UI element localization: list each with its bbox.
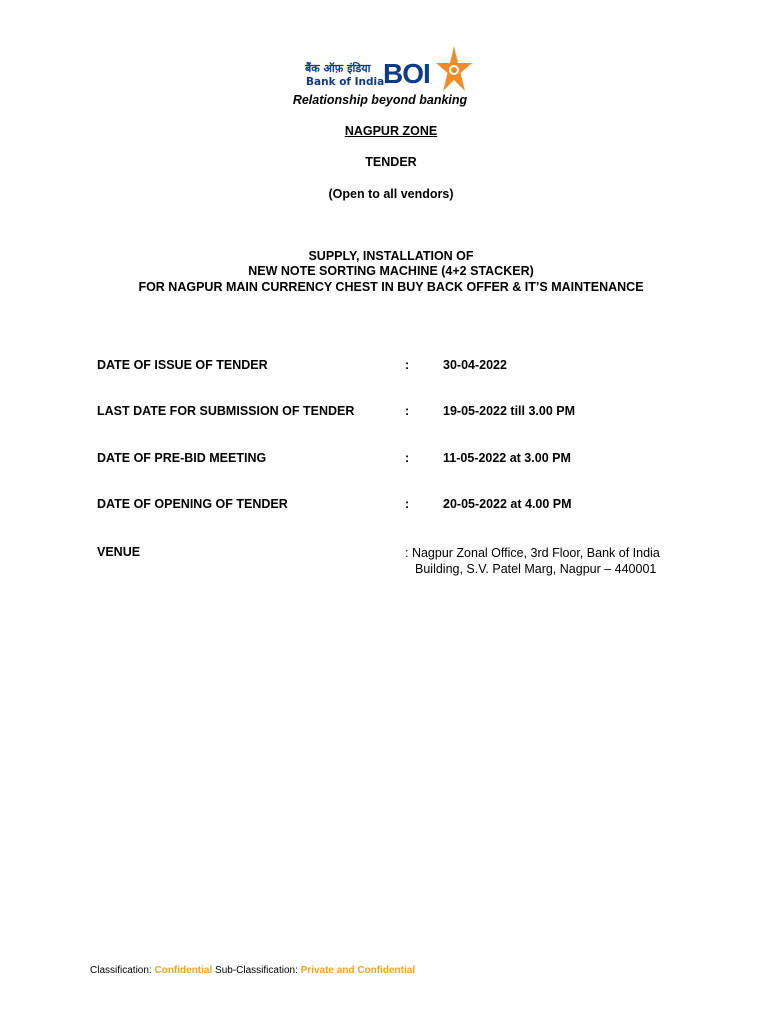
subject-line-2: NEW NOTE SORTING MACHINE (4+2 STACKER) [248, 264, 534, 278]
star-icon [436, 46, 472, 92]
detail-value: 20-05-2022 at 4.00 PM [443, 497, 572, 511]
detail-label: DATE OF PRE-BID MEETING [97, 451, 267, 465]
detail-label: DATE OF OPENING OF TENDER [97, 497, 288, 511]
detail-colon: : [405, 497, 410, 511]
detail-label: DATE OF ISSUE OF TENDER [97, 358, 268, 372]
tender-title: TENDER [365, 155, 417, 169]
logo-abbreviation: BOI [383, 58, 430, 89]
detail-label: LAST DATE FOR SUBMISSION OF TENDER [97, 404, 355, 418]
classification-value: Confidential [154, 965, 213, 976]
detail-colon: : [405, 451, 410, 465]
sub-classification-label: Sub-Classification: [215, 965, 298, 976]
subject-line-1: SUPPLY, INSTALLATION OF [308, 249, 474, 263]
logo-hindi-name: बैंक ऑफ़ इंडिया [305, 62, 371, 75]
detail-colon: : [405, 358, 410, 372]
bank-logo [303, 46, 473, 94]
detail-colon: : [405, 404, 410, 418]
detail-value: 30-04-2022 [443, 358, 507, 372]
classification-footer [90, 965, 415, 976]
venue-address-line-2: Building, S.V. Patel Marg, Nagpur – 440001 [415, 562, 657, 576]
detail-value: 19-05-2022 till 3.00 PM [443, 404, 576, 418]
venue-address [405, 545, 660, 577]
logo-english-name: Bank of India [306, 76, 385, 88]
venue-label: VENUE [97, 545, 141, 559]
tagline: Relationship beyond banking [292, 93, 468, 107]
subject-line-3: FOR NAGPUR MAIN CURRENCY CHEST IN BUY BACK OFFER & IT’S MAINTENANCE [138, 280, 644, 294]
zone-title: NAGPUR ZONE [344, 124, 438, 138]
sub-classification-value: Private and Confidential [300, 965, 416, 976]
classification-label: Classification: [90, 965, 152, 976]
venue-address-line-1: : Nagpur Zonal Office, 3rd Floor, Bank of India [405, 546, 660, 560]
detail-value: 11-05-2022 at 3.00 PM [443, 451, 571, 465]
open-to-vendors: (Open to all vendors) [328, 187, 454, 201]
